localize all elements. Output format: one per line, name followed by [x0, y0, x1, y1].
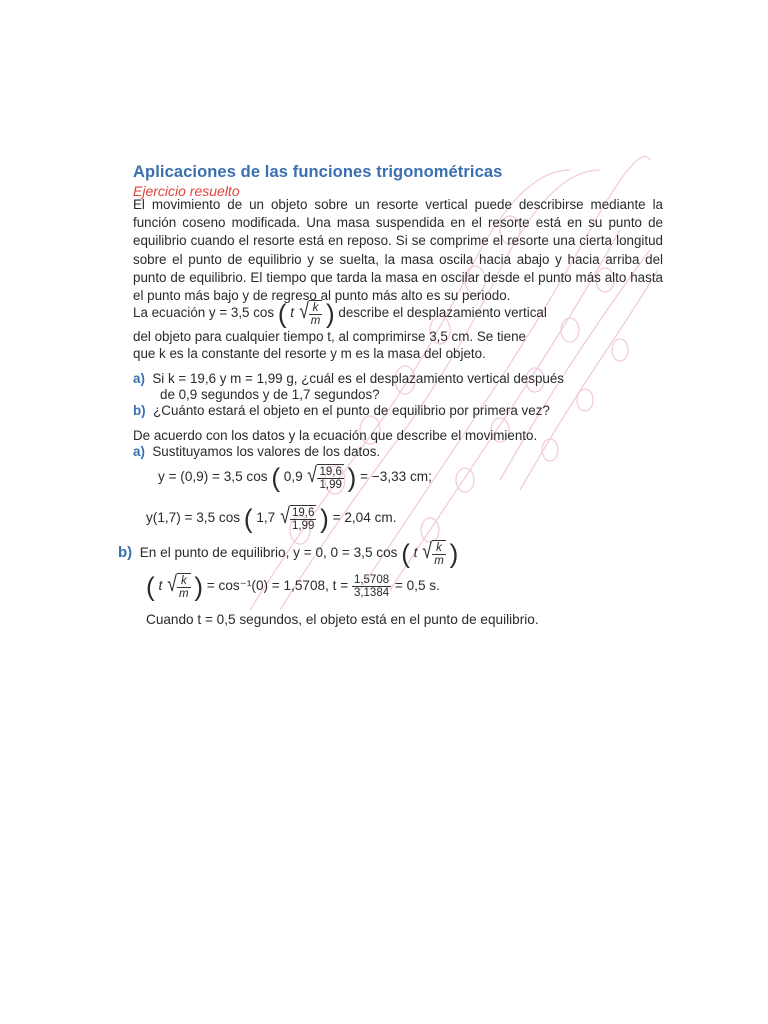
var-t: t [290, 305, 294, 321]
intro-line-2: del objeto para cualquier tiempo t, al comprimirse 3,5 cm. Se tiene [133, 329, 526, 344]
solution-b: b) En el punto de equilibrio, y = 0, 0 = 3,5 cos ( t √ $\frac{k}{m}$ ) [118, 538, 459, 569]
equation-1: y = (0,9) = 3,5 cos ( 0,9 √ $\frac{19,6}{1,99}$ ) = −3,33 cm; [158, 462, 432, 493]
equation-suffix: describe el desplazamiento vertical [338, 305, 547, 321]
question-a-line2: de 0,9 segundos y de 1,7 segundos? [160, 387, 380, 402]
equation-prefix: La ecuación y = 3,5 cos [133, 305, 275, 321]
question-b: b) ¿Cuánto estará el objeto en el punto de equilibrio por primera vez? [133, 403, 550, 418]
equation-line: La ecuación y = 3,5 cos ( t √ $\frac{k}{m}$ ) describe el desplazamiento vertical [133, 298, 547, 329]
equation-b: ( t √ $\frac{k}{m}$ ) = cos⁻¹(0) = 1,5708, t = $\frac{1,5708}{3,1384}$ = 0,5 s. [146, 571, 440, 602]
section-title: Aplicaciones de las funciones trigonométricas [133, 163, 503, 181]
equation-2: y(1,7) = 3,5 cos ( 1,7 √ $\frac{19,6}{1,99}$ ) = 2,04 cm. [146, 503, 397, 534]
intro-paragraph: El movimiento de un objeto sobre un resorte vertical puede describirse mediante la función coseno modificada. Una masa suspendida en el resorte está en su punto de equilibrio cuando el resorte está en reposo. Si se comprime el resorte una cierta longitud sobre el punto de equilibrio y se suelta, la masa oscila hacia abajo y hacia arriba del punto de equilibrio. El tiempo que tarda la masa en oscilar desde el punto más alto hasta el punto más bajo y de regreso al punto más alto es su periodo. [133, 197, 663, 304]
sqrt-symbol: √ $\frac{k}{m}$ [298, 298, 321, 327]
question-a: a) Si k = 19,6 y m = 1,99 g, ¿cuál es el desplazamiento vertical después [133, 371, 564, 386]
solution-a: a) Sustituyamos los valores de los datos. [133, 444, 381, 459]
solution-conclusion: Cuando t = 0,5 segundos, el objeto está en el punto de equilibrio. [146, 612, 539, 627]
solution-intro: De acuerdo con los datos y la ecuación que describe el movimiento. [133, 428, 538, 443]
intro-line-3: que k es la constante del resorte y m es la masa del objeto. [133, 346, 486, 361]
section-subtitle: Ejercicio resuelto [133, 183, 240, 199]
